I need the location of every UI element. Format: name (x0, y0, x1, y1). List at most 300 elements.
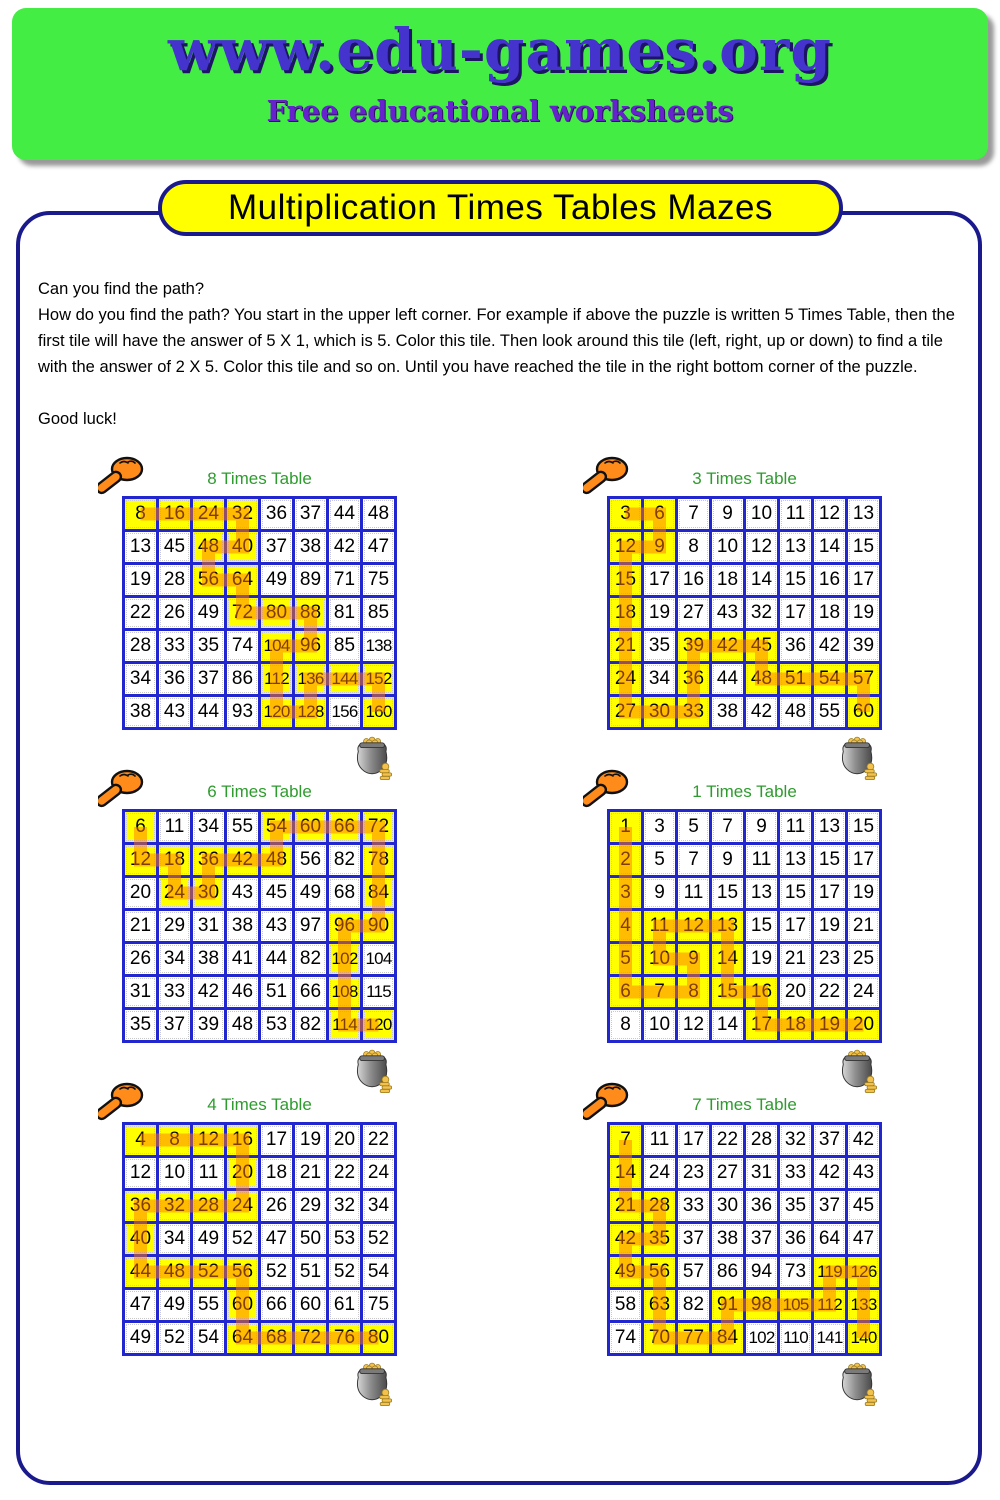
cell-r5-c5: 105 (780, 1290, 811, 1320)
cell-r6-c4: 68 (261, 1323, 292, 1353)
cell-r2-c3: 15 (712, 878, 743, 908)
cell-r6-c4: 53 (261, 1010, 292, 1040)
cell-r2-c4: 26 (261, 1191, 292, 1221)
cell-r4-c6: 85 (329, 631, 360, 661)
cell-r0-c3: 32 (227, 499, 258, 529)
cell-r4-c6: 119 (814, 1257, 845, 1287)
site-tagline: Free educational worksheets (266, 94, 734, 128)
cell-r1-c7: 24 (363, 1158, 394, 1188)
maze-title: 3 Times Table (692, 469, 797, 488)
cell-r5-c5: 51 (780, 664, 811, 694)
cell-r5-c6: 112 (814, 1290, 845, 1320)
cell-r1-c3: 27 (712, 1158, 743, 1188)
cell-r5-c5: 20 (780, 977, 811, 1007)
cell-r6-c3: 38 (712, 697, 743, 727)
maze-grid (122, 1122, 397, 1356)
cell-r1-c7: 43 (848, 1158, 879, 1188)
cell-r4-c3: 74 (227, 631, 258, 661)
cell-r1-c5: 21 (295, 1158, 326, 1188)
cell-r3-c3: 72 (227, 598, 258, 628)
cell-r4-c3: 56 (227, 1257, 258, 1287)
cell-r3-c1: 34 (159, 1224, 190, 1254)
cell-r5-c3: 86 (227, 664, 258, 694)
cell-r4-c4: 94 (746, 1257, 777, 1287)
cell-r6-c5: 110 (780, 1323, 811, 1353)
cell-r4-c1: 33 (159, 631, 190, 661)
cell-r3-c3: 43 (712, 598, 743, 628)
cell-r3-c5: 17 (780, 598, 811, 628)
cell-r0-c7: 48 (363, 499, 394, 529)
cell-r5-c1: 33 (159, 977, 190, 1007)
cell-r1-c5: 13 (780, 532, 811, 562)
cell-r4-c0: 44 (125, 1257, 156, 1287)
cell-r0-c6: 20 (329, 1125, 360, 1155)
cell-r5-c0: 34 (125, 664, 156, 694)
cell-r2-c2: 56 (193, 565, 224, 595)
cell-r3-c3: 13 (712, 911, 743, 941)
cell-r2-c2: 28 (193, 1191, 224, 1221)
cell-r2-c6: 68 (329, 878, 360, 908)
cell-r6-c5: 18 (780, 1010, 811, 1040)
cell-r1-c1: 10 (159, 1158, 190, 1188)
cell-r5-c4: 16 (746, 977, 777, 1007)
cell-r0-c1: 6 (644, 499, 675, 529)
cell-r4-c1: 48 (159, 1257, 190, 1287)
cell-r2-c6: 37 (814, 1191, 845, 1221)
cell-r2-c0: 36 (125, 1191, 156, 1221)
cell-r2-c1: 32 (159, 1191, 190, 1221)
cell-r4-c2: 35 (193, 631, 224, 661)
cell-r2-c5: 29 (295, 1191, 326, 1221)
cell-r0-c0: 3 (610, 499, 641, 529)
cell-r0-c0: 4 (125, 1125, 156, 1155)
maze-grid (122, 809, 397, 1043)
cell-r0-c4: 28 (746, 1125, 777, 1155)
cell-r4-c1: 34 (159, 944, 190, 974)
cell-r3-c4: 43 (261, 911, 292, 941)
cell-r4-c0: 5 (610, 944, 641, 974)
cell-r3-c6: 19 (814, 911, 845, 941)
cell-r1-c7: 17 (848, 845, 879, 875)
cell-r0-c6: 44 (329, 499, 360, 529)
cell-r3-c2: 31 (193, 911, 224, 941)
cell-r6-c1: 10 (644, 1010, 675, 1040)
cell-r5-c1: 7 (644, 977, 675, 1007)
cell-r3-c5: 50 (295, 1224, 326, 1254)
page-title: Multiplication Times Tables Mazes (158, 180, 843, 236)
cell-r5-c2: 82 (678, 1290, 709, 1320)
cell-r2-c5: 15 (780, 878, 811, 908)
cell-r3-c6: 96 (329, 911, 360, 941)
cell-r3-c6: 64 (814, 1224, 845, 1254)
cell-r1-c0: 13 (125, 532, 156, 562)
cell-r5-c2: 36 (678, 664, 709, 694)
cell-r1-c3: 42 (227, 845, 258, 875)
cell-r6-c0: 49 (125, 1323, 156, 1353)
cell-r5-c6: 22 (814, 977, 845, 1007)
cell-r0-c7: 42 (848, 1125, 879, 1155)
cell-r2-c7: 34 (363, 1191, 394, 1221)
cell-r3-c0: 18 (610, 598, 641, 628)
cell-r5-c6: 144 (329, 664, 360, 694)
cell-r1-c6: 42 (814, 1158, 845, 1188)
cell-r1-c0: 2 (610, 845, 641, 875)
cell-r2-c3: 30 (712, 1191, 743, 1221)
cell-r2-c0: 3 (610, 878, 641, 908)
cell-r6-c5: 48 (780, 697, 811, 727)
cell-r3-c7: 47 (848, 1224, 879, 1254)
cell-r0-c3: 22 (712, 1125, 743, 1155)
cell-r0-c2: 7 (678, 499, 709, 529)
cell-r5-c7: 24 (848, 977, 879, 1007)
cell-r1-c0: 12 (610, 532, 641, 562)
cell-r6-c2: 12 (678, 1010, 709, 1040)
cell-r5-c2: 42 (193, 977, 224, 1007)
cell-r1-c1: 5 (644, 845, 675, 875)
cell-r5-c1: 36 (159, 664, 190, 694)
cell-r1-c2: 48 (193, 532, 224, 562)
cell-r5-c7: 133 (848, 1290, 879, 1320)
cell-r6-c6: 19 (814, 1010, 845, 1040)
pot-of-gold-icon (354, 1360, 394, 1410)
cell-r6-c7: 160 (363, 697, 394, 727)
cell-r6-c7: 140 (848, 1323, 879, 1353)
cell-r1-c5: 56 (295, 845, 326, 875)
cell-r1-c4: 11 (746, 845, 777, 875)
cell-r0-c2: 12 (193, 1125, 224, 1155)
cell-r1-c4: 37 (261, 532, 292, 562)
cell-r3-c2: 49 (193, 1224, 224, 1254)
cell-r4-c5: 82 (295, 944, 326, 974)
cell-r0-c3: 9 (712, 499, 743, 529)
maze-title: 1 Times Table (692, 782, 797, 801)
cell-r3-c1: 29 (159, 911, 190, 941)
cell-r4-c7: 25 (848, 944, 879, 974)
cell-r2-c4: 14 (746, 565, 777, 595)
cell-r3-c4: 47 (261, 1224, 292, 1254)
cell-r3-c5: 36 (780, 1224, 811, 1254)
cell-r2-c6: 71 (329, 565, 360, 595)
cell-r4-c1: 56 (644, 1257, 675, 1287)
cell-r3-c7: 52 (363, 1224, 394, 1254)
cell-r0-c6: 37 (814, 1125, 845, 1155)
cell-r2-c0: 15 (610, 565, 641, 595)
cell-r4-c0: 26 (125, 944, 156, 974)
cell-r2-c6: 16 (814, 565, 845, 595)
cell-r1-c6: 15 (814, 845, 845, 875)
cell-r3-c1: 26 (159, 598, 190, 628)
cell-r1-c5: 13 (780, 845, 811, 875)
cell-r3-c2: 37 (678, 1224, 709, 1254)
cell-r5-c0: 58 (610, 1290, 641, 1320)
cell-r0-c5: 32 (780, 1125, 811, 1155)
cell-r2-c5: 89 (295, 565, 326, 595)
cell-r4-c7: 104 (363, 944, 394, 974)
cell-r2-c1: 28 (159, 565, 190, 595)
cell-r4-c4: 44 (261, 944, 292, 974)
cell-r4-c1: 10 (644, 944, 675, 974)
cell-r3-c2: 27 (678, 598, 709, 628)
cell-r3-c3: 38 (712, 1224, 743, 1254)
cell-r1-c2: 7 (678, 845, 709, 875)
cell-r4-c4: 52 (261, 1257, 292, 1287)
maze-grid (122, 496, 397, 730)
maze-8-times-table (98, 455, 397, 790)
cell-r0-c2: 5 (678, 812, 709, 842)
cell-r0-c0: 8 (125, 499, 156, 529)
cell-r0-c4: 17 (261, 1125, 292, 1155)
cell-r0-c4: 10 (746, 499, 777, 529)
cell-r3-c1: 19 (644, 598, 675, 628)
cell-r5-c4: 66 (261, 1290, 292, 1320)
cell-r5-c6: 108 (329, 977, 360, 1007)
cell-r4-c5: 36 (780, 631, 811, 661)
cell-r1-c7: 78 (363, 845, 394, 875)
cell-r5-c7: 115 (363, 977, 394, 1007)
cell-r2-c2: 16 (678, 565, 709, 595)
cell-r1-c3: 9 (712, 845, 743, 875)
site-title: www.edu-games.org (168, 16, 832, 84)
cell-r0-c4: 54 (261, 812, 292, 842)
cell-r2-c0: 21 (610, 1191, 641, 1221)
cell-r5-c3: 60 (227, 1290, 258, 1320)
cell-r0-c5: 19 (295, 1125, 326, 1155)
cell-r1-c3: 20 (227, 1158, 258, 1188)
cell-r1-c6: 82 (329, 845, 360, 875)
cell-r1-c4: 31 (746, 1158, 777, 1188)
pot-of-gold-icon (839, 1360, 879, 1410)
cell-r6-c2: 44 (193, 697, 224, 727)
cell-r1-c6: 22 (329, 1158, 360, 1188)
cell-r4-c6: 102 (329, 944, 360, 974)
cell-r2-c1: 28 (644, 1191, 675, 1221)
cell-r4-c0: 49 (610, 1257, 641, 1287)
cell-r6-c6: 76 (329, 1323, 360, 1353)
cell-r4-c6: 52 (329, 1257, 360, 1287)
cell-r1-c0: 12 (125, 1158, 156, 1188)
cell-r5-c3: 15 (712, 977, 743, 1007)
cell-r4-c6: 42 (814, 631, 845, 661)
cell-r2-c4: 36 (746, 1191, 777, 1221)
cell-r1-c1: 45 (159, 532, 190, 562)
cell-r1-c7: 47 (363, 532, 394, 562)
cell-r2-c5: 15 (780, 565, 811, 595)
cell-r6-c6: 156 (329, 697, 360, 727)
cell-r0-c5: 11 (780, 499, 811, 529)
cell-r5-c3: 46 (227, 977, 258, 1007)
cell-r3-c0: 22 (125, 598, 156, 628)
cell-r3-c0: 42 (610, 1224, 641, 1254)
cell-r0-c6: 66 (329, 812, 360, 842)
cell-r6-c2: 33 (678, 697, 709, 727)
instructions-body: How do you find the path? You start in the upper left corner. For example if above the puzzle is written 5 Times Table, then the first tile will have the answer of 5 X 1, which is 5. Color this tile. Then look around this tile (left, right, up or down) to find a tile with the answer of 2 X 5. Color this tile and so on. Until you have reached the tile in the right bottom corner of the puzzle. (38, 306, 955, 376)
cell-r5-c7: 152 (363, 664, 394, 694)
cell-r6-c1: 70 (644, 1323, 675, 1353)
cell-r4-c2: 52 (193, 1257, 224, 1287)
cell-r0-c7: 13 (848, 499, 879, 529)
cell-r5-c6: 61 (329, 1290, 360, 1320)
cell-r3-c5: 17 (780, 911, 811, 941)
cell-r1-c2: 23 (678, 1158, 709, 1188)
cell-r4-c4: 45 (746, 631, 777, 661)
cell-r3-c1: 35 (644, 1224, 675, 1254)
cell-r3-c6: 18 (814, 598, 845, 628)
cell-r2-c3: 43 (227, 878, 258, 908)
cell-r0-c0: 7 (610, 1125, 641, 1155)
cell-r5-c0: 6 (610, 977, 641, 1007)
cell-r5-c4: 51 (261, 977, 292, 1007)
cell-r6-c4: 17 (746, 1010, 777, 1040)
cell-r1-c4: 18 (261, 1158, 292, 1188)
cell-r4-c3: 42 (712, 631, 743, 661)
cell-r2-c7: 45 (848, 1191, 879, 1221)
cell-r3-c7: 90 (363, 911, 394, 941)
cell-r6-c3: 93 (227, 697, 258, 727)
cell-r0-c1: 11 (644, 1125, 675, 1155)
cell-r2-c5: 35 (780, 1191, 811, 1221)
cell-r0-c2: 17 (678, 1125, 709, 1155)
cell-r1-c3: 10 (712, 532, 743, 562)
cell-r0-c1: 3 (644, 812, 675, 842)
cell-r3-c4: 80 (261, 598, 292, 628)
cell-r4-c2: 39 (678, 631, 709, 661)
cell-r5-c4: 48 (746, 664, 777, 694)
cell-r1-c5: 33 (780, 1158, 811, 1188)
cell-r5-c4: 98 (746, 1290, 777, 1320)
cell-r0-c6: 13 (814, 812, 845, 842)
cell-r2-c4: 49 (261, 565, 292, 595)
cell-r4-c2: 57 (678, 1257, 709, 1287)
cell-r6-c1: 52 (159, 1323, 190, 1353)
cell-r0-c5: 11 (780, 812, 811, 842)
site-header (12, 8, 988, 160)
cell-r0-c3: 16 (227, 1125, 258, 1155)
cell-r5-c3: 44 (712, 664, 743, 694)
cell-r6-c6: 55 (814, 697, 845, 727)
cell-r4-c7: 126 (848, 1257, 879, 1287)
cell-r4-c7: 138 (363, 631, 394, 661)
cell-r0-c2: 24 (193, 499, 224, 529)
cell-r2-c2: 30 (193, 878, 224, 908)
cell-r5-c0: 24 (610, 664, 641, 694)
cell-r0-c7: 72 (363, 812, 394, 842)
cell-r5-c0: 47 (125, 1290, 156, 1320)
cell-r4-c7: 39 (848, 631, 879, 661)
cell-r4-c0: 28 (125, 631, 156, 661)
cell-r5-c2: 37 (193, 664, 224, 694)
cell-r0-c6: 12 (814, 499, 845, 529)
maze-7-times-table (583, 1081, 882, 1416)
cell-r5-c2: 55 (193, 1290, 224, 1320)
cell-r1-c6: 14 (814, 532, 845, 562)
cell-r5-c4: 112 (261, 664, 292, 694)
cell-r6-c5: 82 (295, 1010, 326, 1040)
cell-r6-c3: 14 (712, 1010, 743, 1040)
cell-r2-c7: 17 (848, 565, 879, 595)
cell-r6-c1: 43 (159, 697, 190, 727)
cell-r2-c5: 49 (295, 878, 326, 908)
cell-r0-c1: 8 (159, 1125, 190, 1155)
cell-r3-c5: 88 (295, 598, 326, 628)
cell-r5-c0: 31 (125, 977, 156, 1007)
cell-r4-c2: 38 (193, 944, 224, 974)
cell-r3-c6: 81 (329, 598, 360, 628)
cell-r0-c1: 16 (159, 499, 190, 529)
cell-r4-c4: 19 (746, 944, 777, 974)
cell-r3-c3: 52 (227, 1224, 258, 1254)
cell-r6-c0: 8 (610, 1010, 641, 1040)
cell-r5-c1: 63 (644, 1290, 675, 1320)
cell-r2-c1: 24 (159, 878, 190, 908)
cell-r3-c0: 4 (610, 911, 641, 941)
cell-r3-c7: 19 (848, 598, 879, 628)
cell-r1-c1: 9 (644, 532, 675, 562)
cell-r5-c7: 75 (363, 1290, 394, 1320)
maze-1-times-table (583, 768, 882, 1103)
cell-r3-c4: 32 (746, 598, 777, 628)
cell-r1-c0: 14 (610, 1158, 641, 1188)
cell-r5-c5: 136 (295, 664, 326, 694)
cell-r4-c2: 9 (678, 944, 709, 974)
cell-r1-c2: 36 (193, 845, 224, 875)
cell-r1-c1: 24 (644, 1158, 675, 1188)
maze-title: 8 Times Table (207, 469, 312, 488)
cell-r2-c3: 24 (227, 1191, 258, 1221)
cell-r4-c7: 54 (363, 1257, 394, 1287)
instructions (38, 276, 963, 432)
cell-r4-c5: 21 (780, 944, 811, 974)
cell-r6-c7: 20 (848, 1010, 879, 1040)
cell-r0-c0: 1 (610, 812, 641, 842)
cell-r0-c3: 55 (227, 812, 258, 842)
cell-r6-c6: 114 (329, 1010, 360, 1040)
cell-r2-c4: 13 (746, 878, 777, 908)
cell-r6-c3: 48 (227, 1010, 258, 1040)
cell-r2-c4: 45 (261, 878, 292, 908)
cell-r0-c0: 6 (125, 812, 156, 842)
cell-r0-c5: 37 (295, 499, 326, 529)
cell-r4-c5: 51 (295, 1257, 326, 1287)
cell-r3-c1: 11 (644, 911, 675, 941)
cell-r6-c2: 77 (678, 1323, 709, 1353)
cell-r2-c2: 11 (678, 878, 709, 908)
cell-r1-c5: 38 (295, 532, 326, 562)
cell-r0-c1: 11 (159, 812, 190, 842)
cell-r5-c7: 57 (848, 664, 879, 694)
maze-3-times-table (583, 455, 882, 790)
cell-r2-c0: 19 (125, 565, 156, 595)
cell-r5-c2: 8 (678, 977, 709, 1007)
maze-grid (607, 1122, 882, 1356)
cell-r2-c0: 20 (125, 878, 156, 908)
cell-r0-c7: 15 (848, 812, 879, 842)
cell-r1-c1: 18 (159, 845, 190, 875)
cell-r3-c0: 21 (125, 911, 156, 941)
cell-r3-c0: 40 (125, 1224, 156, 1254)
cell-r5-c6: 54 (814, 664, 845, 694)
cell-r3-c4: 37 (746, 1224, 777, 1254)
cell-r6-c5: 72 (295, 1323, 326, 1353)
cell-r3-c7: 21 (848, 911, 879, 941)
maze-6-times-table (98, 768, 397, 1103)
good-luck-text: Good luck! (38, 410, 117, 428)
instructions-intro: Can you find the path? (38, 280, 205, 298)
cell-r6-c4: 42 (746, 697, 777, 727)
cell-r4-c1: 35 (644, 631, 675, 661)
cell-r6-c4: 102 (746, 1323, 777, 1353)
cell-r5-c3: 91 (712, 1290, 743, 1320)
cell-r0-c2: 34 (193, 812, 224, 842)
